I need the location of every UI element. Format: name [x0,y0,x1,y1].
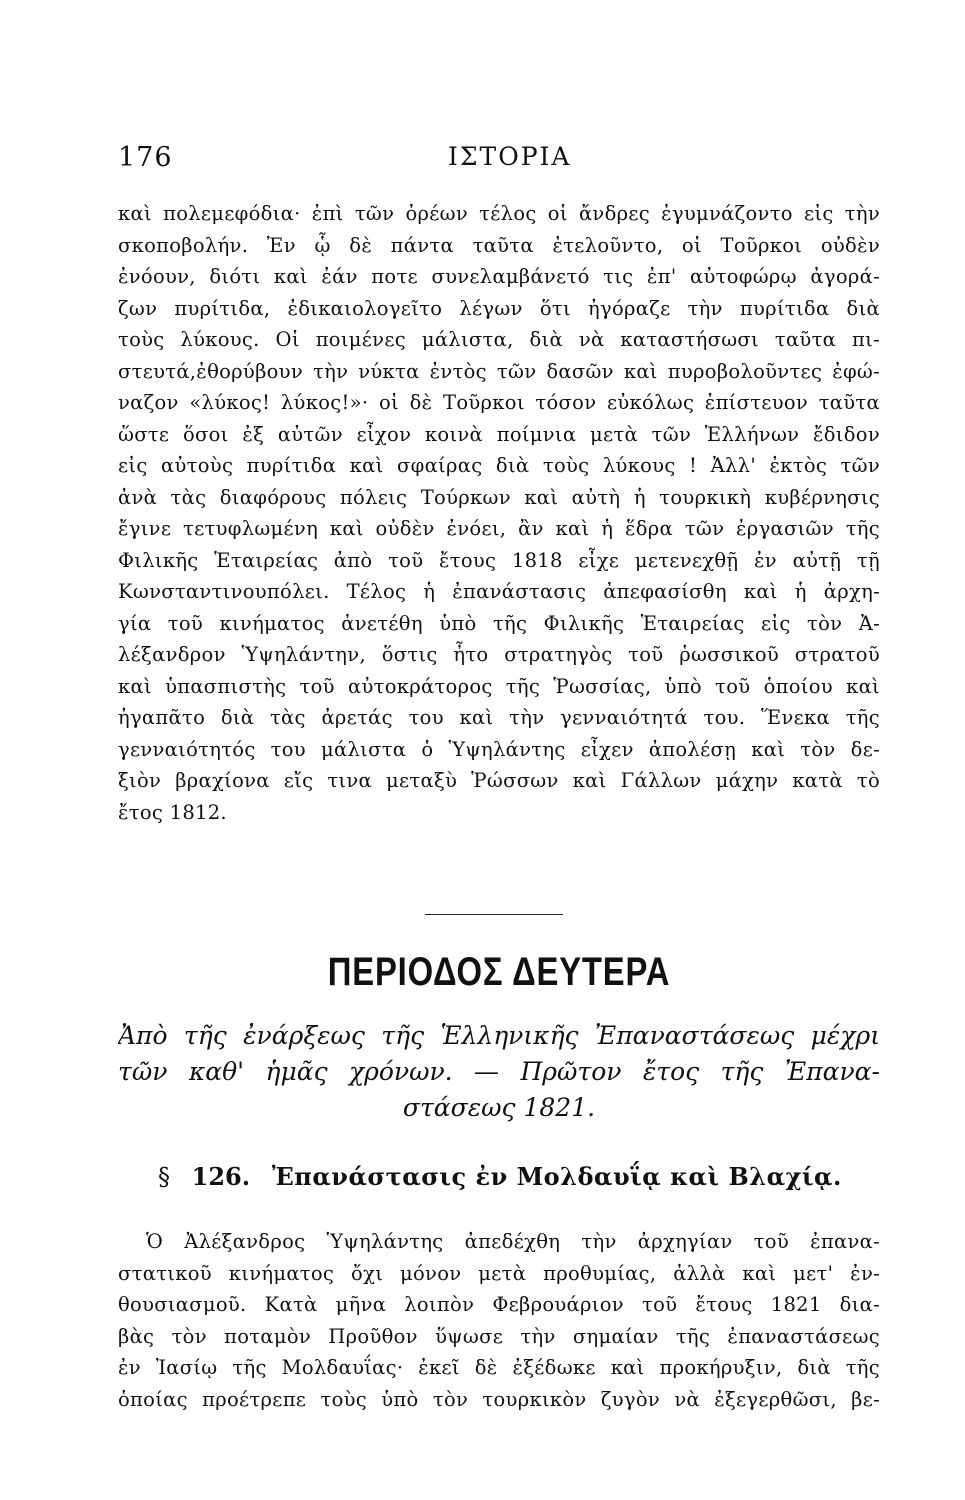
text-line: θουσιασμοῦ. Κατὰ μῆνα λοιπὸν Φεβρουάριον τοῦ ἔτους 1821 δια- [118,1293,880,1316]
text-line: ἐν Ἰασίῳ τῆς Μολδαυΐας· ἐκεῖ δὲ ἐξέδωκε καὶ προκήρυξιν, διὰ τῆς [118,1356,880,1379]
text-line: ναζον «λύκος! λύκος!»· οἱ δὲ Τοῦρκοι τόσον εὐκόλως ἐπίστευον ταῦτα [118,391,880,414]
text-line: σκοποβολήν. Ἐν ᾧ δὲ πάντα ταῦτα ἐτελοῦντο, οἱ Τοῦρκοι οὐδὲν [118,233,880,257]
text-line: ἔγινε τετυφλωμένη καὶ οὐδὲν ἐνόει, ἂν καὶ ἡ ἕδρα τῶν ἐργασιῶν τῆς [118,517,880,540]
section-divider [425,914,563,915]
text-line: ἠγαπᾶτο διὰ τὰς ἀρετάς του καὶ τὴν γενναιότητά του. Ἕνεκα τῆς [118,706,880,729]
text-line: καὶ πολεμεφόδια· ἐπὶ τῶν ὀρέων τέλος οἱ ἄνδρες ἐγυμνάζοντο εἰς τὴν [118,202,880,225]
page-header [118,142,880,176]
text-line: ἐνόουν, διότι καὶ ἐάν ποτε συνελαμβάνετό τις ἐπ' αὐτοφώρῳ ἀγορά- [118,265,880,288]
subtitle-line: Ἀπὸ τῆς ἐνάρξεως τῆς Ἑλληνικῆς Ἐπαναστάσεως μέχρι [118,1021,880,1050]
text-line: καὶ ὑπασπιστὴς τοῦ αὐτοκράτορος τῆς Ῥωσσίας, ὑπὸ τοῦ ὁποίου καὶ [118,674,880,698]
text-line: ξιὸν βραχίονα εἴς τινα μεταξὺ Ῥώσσων καὶ Γάλλων μάχην κατὰ τὸ [118,769,880,792]
subtitle-line: στάσεως 1821. [402,1093,596,1122]
text-line: στατικοῦ κινήματος ὄχι μόνον μετὰ προθυμίας, ἀλλὰ καὶ μετ' ἐν- [118,1261,880,1285]
paragraph-bottom [118,1226,880,1415]
subtitle-line: τῶν καθ' ἡμᾶς χρόνων. — Πρῶτον ἔτος τῆς Ἐπανα- [118,1057,880,1086]
text-line: γία τοῦ κινήματος ἀνετέθη ὑπὸ τῆς Φιλικῆς Ἑταιρείας εἰς τὸν Ἀ- [118,611,880,635]
text-line: ἔτος 1812. [118,800,227,824]
text-line: ὁποίας προέτρεπε τοὺς ὑπὸ τὸν τουρκικὸν ζυγὸν νὰ ἐξεγερθῶσι, βε- [118,1387,880,1411]
running-head: ΙΣΤΟΡΙΑ [448,142,572,171]
text-line: Φιλικῆς Ἑταιρείας ἀπὸ τοῦ ἔτους 1818 εἶχε μετενεχθῇ ἐν αὐτῇ τῇ [118,548,880,572]
text-line: ὥστε ὅσοι ἐξ αὐτῶν εἶχον κοινὰ ποίμνια μετὰ τῶν Ἑλλήνων ἔδιδον [118,422,880,446]
page-number: 176 [118,142,173,173]
text-line: Ὁ Ἀλέξανδρος Ὑψηλάντης ἀπεδέχθη τὴν ἀρχηγίαν τοῦ ἐπανα- [146,1230,880,1253]
section-number: 126. [191,1162,251,1191]
text-line: Κωνσταντινουπόλει. Τέλος ἡ ἐπανάστασις ἀπεφασίσθη καὶ ἡ ἀρχη- [118,580,880,603]
period-title: ΠΕΡΙΟΔΟΣ ΔΕΥΤΕΡΑ [327,950,671,994]
text-line: γενναιότητός του μάλιστα ὁ Ὑψηλάντης εἶχεν ἀπολέσῃ καὶ τὸν δε- [118,737,880,761]
section-title: Ἐπανάστασις ἐν Μολδαυΐᾳ καὶ Βλαχίᾳ. [271,1162,842,1191]
text-line: ἀνὰ τὰς διαφόρους πόλεις Τούρκων καὶ αὐτὴ ἡ τουρκικὴ κυβέρνησις [118,485,880,509]
period-subtitle [118,1018,880,1126]
text-line: τοὺς λύκους. Οἱ ποιμένες μάλιστα, διὰ νὰ καταστήσωσι ταῦτα πι- [118,328,880,351]
section-sign: § [158,1163,170,1191]
text-line: βὰς τὸν ποταμὸν Προῦθον ὕψωσε τὴν σημαίαν τῆς ἐπαναστάσεως [118,1324,880,1348]
paragraph-top [118,198,880,828]
text-line: λέξανδρον Ὑψηλάντην, ὅστις ἦτο στρατηγὸς τοῦ ῥωσσικοῦ στρατοῦ [118,643,880,666]
section-heading [158,1162,880,1191]
text-line: ζων πυρίτιδα, ἐδικαιολογεῖτο λέγων ὅτι ἠγόραζε τὴν πυρίτιδα διὰ [118,296,880,320]
text-line: εἰς αὐτοὺς πυρίτιδα καὶ σφαίρας διὰ τοὺς λύκους ! Ἀλλ' ἐκτὸς τῶν [118,454,880,477]
text-line: στευτά,ἐθορύβουν τὴν νύκτα ἐντὸς τῶν δασῶν καὶ πυροβολοῦντες ἐφώ- [118,359,880,383]
